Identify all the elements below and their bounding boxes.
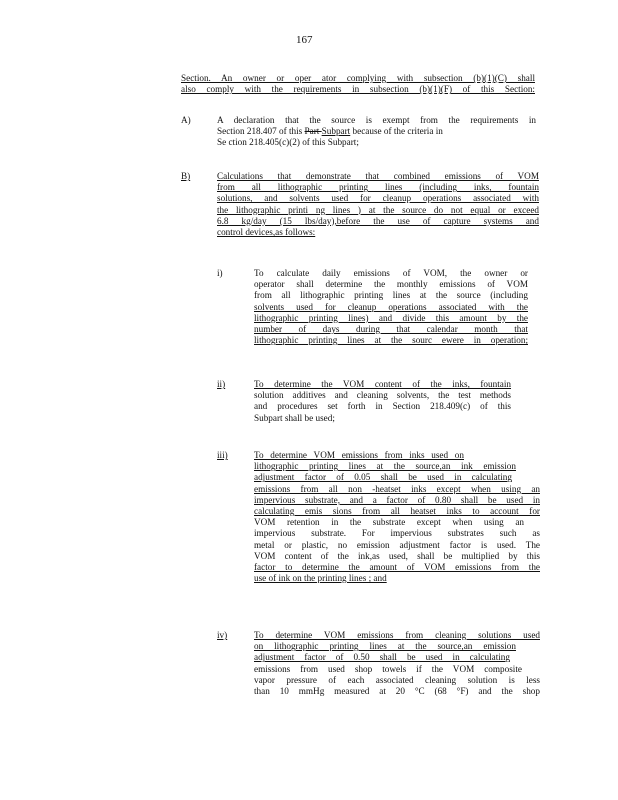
text-line: control devices,as follows: bbox=[217, 226, 316, 237]
text-line: the lithographic printi ng lines ) at the source do not equal or exceed bbox=[217, 204, 539, 215]
text-line: emissions from used shop towels if the VOM composite bbox=[254, 663, 522, 674]
item-b-text bbox=[217, 171, 539, 238]
item-label-b: B) bbox=[181, 171, 191, 181]
item-label-iii: iii) bbox=[217, 450, 228, 460]
text-line: impervious substrate, and a factor of 0.80 shall be used in bbox=[254, 494, 540, 505]
text-line: operator shall determine the monthly emissions of VOM bbox=[254, 279, 528, 290]
item-a-text bbox=[217, 115, 536, 149]
item-iii-text bbox=[254, 450, 540, 584]
text-line: from all lithographic printing lines (including inks, fountain bbox=[217, 182, 539, 193]
text-line: VOM retention in the substrate except when using an bbox=[254, 517, 524, 528]
item-label-i: i) bbox=[217, 268, 223, 278]
text-line: lithographic printing lines) and divide this amount by the bbox=[254, 312, 528, 323]
text-line: lithographic printing lines at the sourc ewere in operation; bbox=[254, 335, 528, 346]
text-line: To calculate daily emissions of VOM, the owner or bbox=[254, 268, 528, 278]
text-line: vapor pressure of each associated cleaning solution is less bbox=[254, 674, 540, 685]
text-line: use of ink on the printing lines ; and bbox=[254, 573, 387, 584]
text-line: Subpart shall be used; bbox=[254, 412, 335, 423]
text-line: To determine VOM emissions from inks used on bbox=[254, 450, 464, 460]
text-line: adjustment factor of 0.05 shall be used in calculating bbox=[254, 472, 512, 483]
item-label-a: A) bbox=[181, 115, 191, 125]
deleted-text: Part bbox=[304, 126, 322, 137]
text-line: emissions from all non -heatset inks except when using an bbox=[254, 483, 540, 494]
item-ii-text bbox=[254, 379, 511, 424]
item-i-text bbox=[254, 268, 528, 346]
text-line: number of days during that calendar month that bbox=[254, 323, 528, 334]
inserted-text: Subpart bbox=[321, 126, 351, 137]
text-line: and procedures set forth in Section 218.409(c) of this bbox=[254, 401, 511, 412]
text-line: factor to determine the amount of VOM emissions from the bbox=[254, 561, 540, 572]
text-line: impervious substrate. For impervious substrates such as bbox=[254, 528, 540, 539]
text-line: than 10 mmHg measured at 20 °C (68 °F) and the shop bbox=[254, 685, 540, 696]
text-line: solution additives and cleaning solvents, the test methods bbox=[254, 390, 511, 401]
item-label-iv: iv) bbox=[217, 630, 228, 640]
item-label-ii: ii) bbox=[217, 379, 226, 389]
text-line bbox=[217, 126, 536, 137]
text-line: Se ction 218.405(c)(2) of this Subpart; bbox=[217, 137, 359, 148]
text-line: from all lithographic printing lines at the source (including bbox=[254, 290, 528, 301]
text-line: Calculations that demonstrate that combined emissions of VOM bbox=[217, 171, 539, 181]
text-line: on lithographic printing lines at the source,an emission bbox=[254, 641, 516, 652]
text-line: A declaration that the source is exempt from the requirements in bbox=[217, 115, 536, 125]
text-line: calculating emis sions from all heatset inks to account for bbox=[254, 505, 540, 516]
text-line: lithographic printing lines at the source,an ink emission bbox=[254, 461, 516, 472]
text-line: solvents used for cleanup operations associated with the bbox=[254, 301, 528, 312]
text-line: adjustment factor of 0.50 shall be used in calculating bbox=[254, 652, 510, 663]
intro-paragraph bbox=[181, 73, 535, 95]
text-line: To determine VOM emissions from cleaning solutions used bbox=[254, 630, 540, 640]
item-iv-text bbox=[254, 630, 540, 697]
text-line: To determine the VOM content of the inks, fountain bbox=[254, 379, 511, 389]
text-segment: because of the criteria in bbox=[350, 126, 443, 137]
text-line: metal or plastic, no emission adjustment factor is used. The bbox=[254, 539, 540, 550]
text-segment: Section 218.407 of this bbox=[217, 126, 305, 137]
text-line: VOM content of the ink,as used, shall be multiplied by this bbox=[254, 550, 540, 561]
page-number: 167 bbox=[296, 34, 313, 46]
text-line: 6.8 kg/day (15 lbs/day),before the use of capture systems and bbox=[217, 215, 539, 226]
text-line: solutions, and solvents used for cleanup operations associated with bbox=[217, 193, 539, 204]
intro-line: also comply with the requirements in subsection (b)(1)(F) of this Section: bbox=[181, 84, 535, 95]
intro-line: Section. An owner or oper ator complying with subsection (b)(1)(C) shall bbox=[181, 73, 535, 83]
